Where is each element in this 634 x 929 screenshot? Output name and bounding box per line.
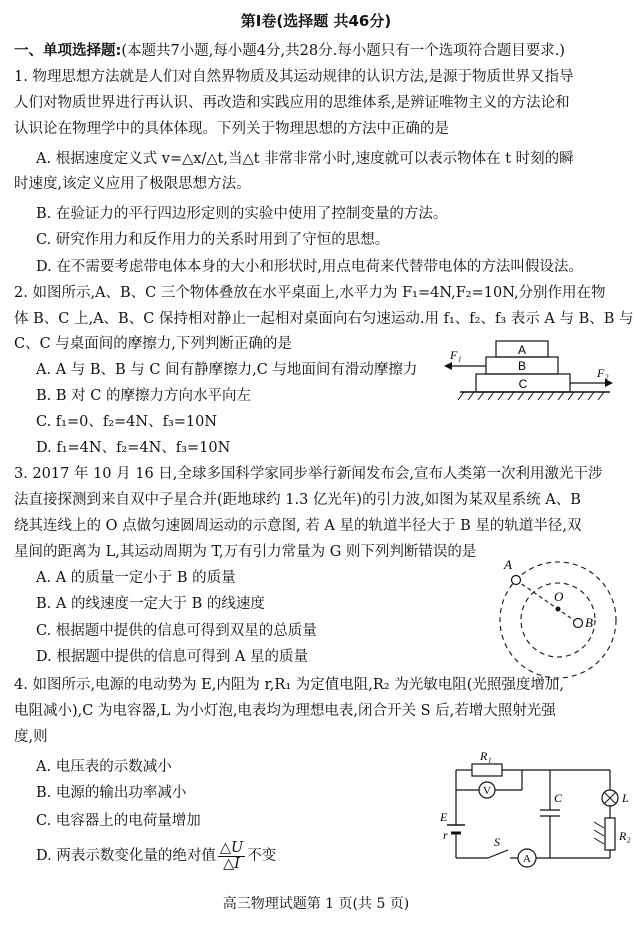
circuit-wires bbox=[456, 770, 610, 858]
resistor-r1 bbox=[472, 764, 502, 776]
label-c: C bbox=[518, 377, 528, 391]
page-footer: 高三物理试题第 1 页(共 5 页) bbox=[222, 896, 410, 912]
f1-arrowhead bbox=[444, 362, 452, 370]
q3-stem-line4: 星间的距离为 L,其运动周期为 T,万有引力常量为 G 则下列判断错误的是 bbox=[14, 544, 477, 560]
label-c: C bbox=[554, 791, 563, 805]
q2-option-c: C. f₁=0、f₂=4N、f₃=10N bbox=[36, 414, 218, 430]
center-o bbox=[556, 607, 561, 612]
star-b bbox=[574, 619, 583, 628]
label-o: O bbox=[554, 589, 564, 604]
light-arrows bbox=[594, 822, 604, 844]
label-a: A bbox=[517, 343, 527, 357]
q1-stem-line2: 人们对物质世界进行再认识、再改造和实践应用的思维体系,是辨证唯物主义的方法论和 bbox=[14, 95, 570, 111]
photoresistor-r2 bbox=[605, 818, 615, 850]
switch-s bbox=[488, 850, 508, 858]
q3-stem-line1: 3. 2017 年 10 月 16 日,全球多国科学家同步举行新闻发布会,宣布人类第一次利用激光干涉 bbox=[14, 466, 603, 482]
q1-stem-line1: 1. 物理思想方法就是人们对自然界物质及其运动规律的认识方法,是源于物质世界又指导 bbox=[14, 69, 574, 85]
q2-option-d: D. f₁=4N、f₂=4N、f₃=10N bbox=[36, 440, 231, 456]
ground-hatch bbox=[458, 392, 604, 400]
f2-arrowhead bbox=[605, 379, 613, 387]
section-title: 一、单项选择题: bbox=[14, 43, 122, 59]
label-r2: R₂ bbox=[619, 829, 631, 843]
q3-option-c: C. 根据题中提供的信息可得到双星的总质量 bbox=[36, 623, 317, 639]
section-desc: (本题共7小题,每小题4分,共28分.每小题只有一个选项符合题目要求.) bbox=[121, 43, 565, 59]
label-star-b: B bbox=[585, 615, 593, 630]
q4-option-d bbox=[36, 838, 276, 874]
q3-option-a: A. A 的质量一定小于 B 的质量 bbox=[36, 570, 236, 586]
q3-binary-star-figure bbox=[494, 555, 624, 681]
q1-option-a-line2: 时速度,该定义应用了极限思想方法。 bbox=[14, 176, 251, 192]
q3-stem-line3: 绕其连线上的 O 点做匀速圆周运动的示意图, 若 A 星的轨道半径大于 B 星的轨道半径,双 bbox=[14, 518, 582, 534]
q4-circuit-figure bbox=[436, 749, 631, 872]
label-e: E bbox=[440, 810, 448, 824]
label-a: A bbox=[523, 853, 531, 865]
connecting-line bbox=[516, 580, 578, 623]
star-a bbox=[512, 576, 521, 585]
q3-option-d: D. 根据题中提供的信息可得到 A 星的质量 bbox=[36, 649, 309, 665]
label-l: L bbox=[622, 791, 629, 805]
q4-stem-line1: 4. 如图所示,电源的电动势为 E,内阻为 r,R₁ 为定值电阻,R₂ 为光敏电阻(光照强度增加, bbox=[14, 677, 564, 693]
fraction-denominator: △I bbox=[223, 855, 240, 872]
q3-option-b: B. A 的线速度一定大于 B 的线速度 bbox=[36, 596, 265, 612]
q2-blocks-figure bbox=[440, 337, 620, 407]
q2-stem-line2: 体 B、C 上,A、B、C 保持相对静止一起相对桌面向右匀速运动.用 f₁、f₂、f₃ 表示 A 与 B、B 与 bbox=[14, 311, 634, 327]
q2-option-b: B. B 对 C 的摩擦力方向水平向左 bbox=[36, 388, 251, 404]
q2-stem-line3: C、C 与桌面间的摩擦力,下列判断正确的是 bbox=[14, 336, 292, 352]
q2-option-a: A. A 与 B、B 与 C 间有静摩擦力,C 与地面间有滑动摩擦力 bbox=[36, 362, 418, 378]
label-b: B bbox=[517, 359, 527, 373]
label-v: V bbox=[483, 785, 491, 797]
label-star-a: A bbox=[504, 557, 512, 572]
q4-option-a: A. 电压表的示数减小 bbox=[36, 759, 172, 775]
page-header: 第Ⅰ卷(选择题 共46分) bbox=[240, 12, 392, 30]
fraction-numerator: △U bbox=[219, 839, 244, 856]
q1-option-d: D. 在不需要考虑带电体本身的大小和形状时,用点电荷来代替带电体的方法叫假设法。 bbox=[36, 259, 583, 275]
label-r: r bbox=[443, 828, 448, 842]
q4-stem-line3: 度,则 bbox=[14, 729, 48, 745]
q1-stem-line3: 认识论在物理学中的具体体现。下列关于物理思想的方法中正确的是 bbox=[14, 121, 449, 137]
section-heading bbox=[14, 40, 565, 62]
q4-option-d-tail: 不变 bbox=[247, 848, 277, 864]
label-f2: F₂ bbox=[597, 366, 609, 380]
delta-u-over-delta-i bbox=[218, 841, 245, 872]
label-s: S bbox=[494, 835, 500, 849]
q4-option-b: B. 电源的输出功率减小 bbox=[36, 785, 187, 801]
q4-option-d-text: D. 两表示数变化量的绝对值 bbox=[36, 848, 216, 864]
q3-stem-line2: 法直接探测到来自双中子星合并(距地球约 1.3 亿光年)的引力波,如图为某双星系统 A、B bbox=[14, 492, 581, 508]
q1-option-c: C. 研究作用力和反作用力的关系时用到了守恒的思想。 bbox=[36, 232, 390, 248]
q1-option-a-line1: A. 根据速度定义式 v=△x/△t,当△t 非常非常小时,速度就可以表示物体在 t 时刻的瞬 bbox=[36, 151, 574, 167]
q4-stem-line2: 电阻减小),C 为电容器,L 为小灯泡,电表均为理想电表,闭合开关 S 后,若增大照射光强 bbox=[14, 703, 556, 719]
label-f1: F₁ bbox=[450, 348, 462, 362]
q1-option-b: B. 在验证力的平行四边形定则的实验中使用了控制变量的方法。 bbox=[36, 206, 448, 222]
label-r1: R₁ bbox=[480, 749, 492, 763]
q2-stem-line1: 2. 如图所示,A、B、C 三个物体叠放在水平桌面上,水平力为 F₁=4N,F₂=10N,分别作用在物 bbox=[14, 285, 606, 301]
q4-option-c: C. 电容器上的电荷量增加 bbox=[36, 813, 201, 829]
